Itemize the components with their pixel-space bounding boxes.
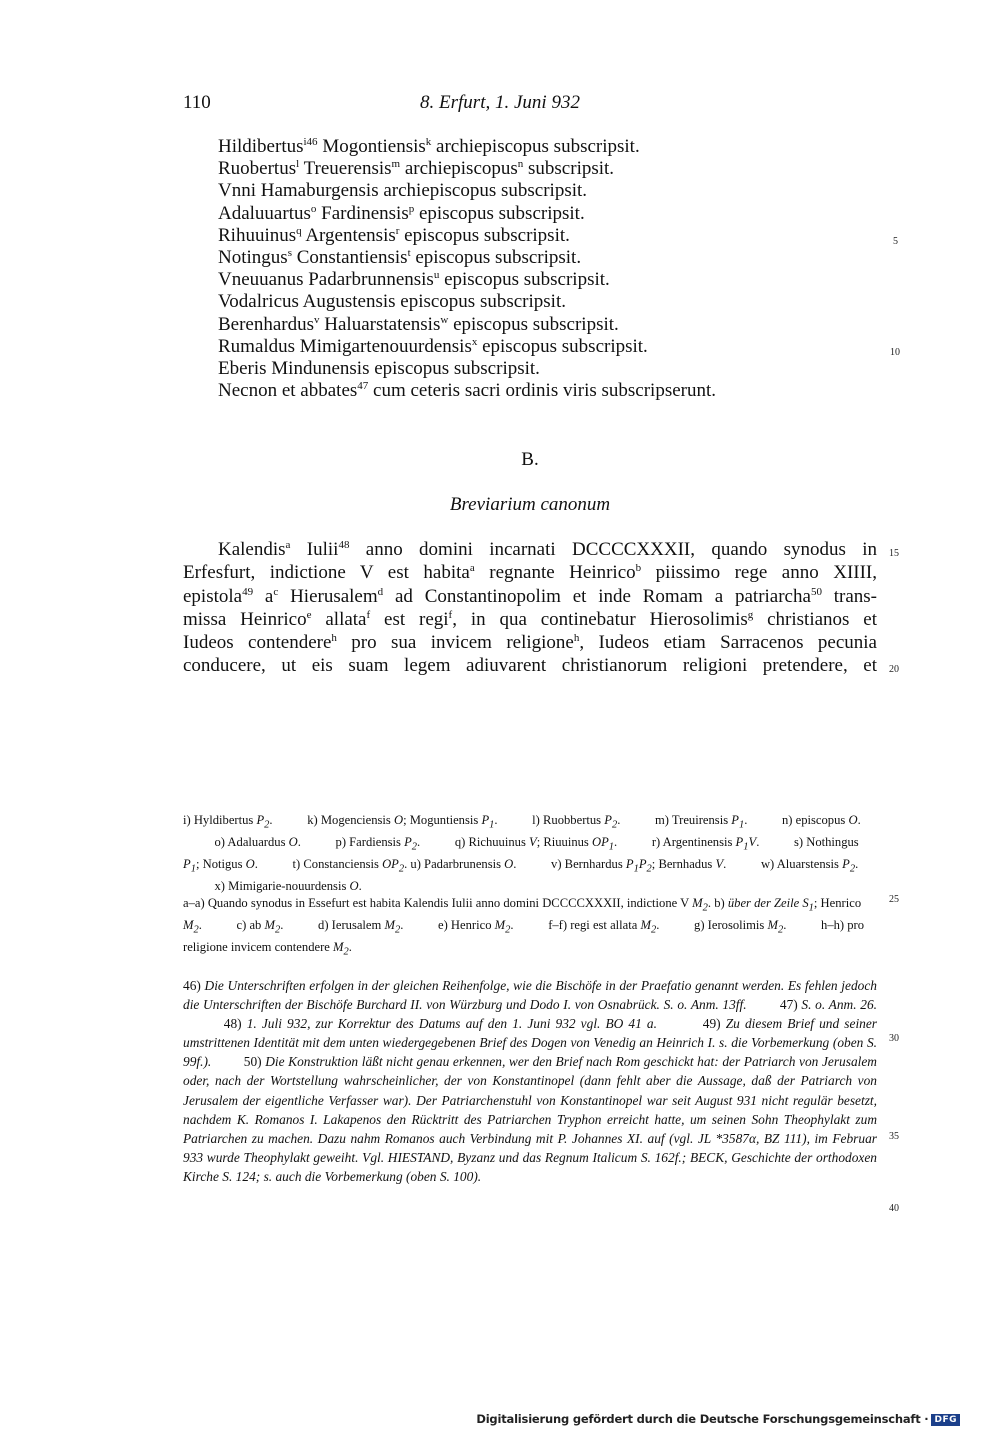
- line-number: 25: [889, 894, 899, 905]
- section-letter: B.: [521, 449, 539, 470]
- main-text: [183, 538, 877, 678]
- section-title: Breviarium canonum: [449, 494, 611, 515]
- line-number: 35: [889, 1131, 899, 1142]
- subscription-line: Rumaldus Mimigartenouurdensis$^x$ episcopus subscripsit.: [218, 335, 648, 357]
- subscription-line: Notingus$^s$ Constantiensis$^t$ episcopus subscripsit.: [218, 247, 582, 269]
- subscription-line: Necnon et abbates$^{47}$ cum ceteris sacri ordinis viris subscripserunt.: [218, 380, 717, 402]
- subscription-line: Hildibertus$^{i46}$ Mogontiensis$^k$ archiepiscopus subscripsit.: [218, 136, 640, 157]
- text-line: Iudeos contendere$^h$ pro sua invicem religione$^h$, Iudeos etiam Sarracenos pecunia: [183, 632, 877, 654]
- line-number: 30: [889, 1033, 899, 1044]
- historical-notes-text: 46) Die Unterschriften erfolgen in der gleichen Reihenfolge, wie die Bischöfe in der Praefatio genannt werden. Es fehlen jedoch die Unterschriften der Bischöfe Burchard II. von Würzburg und Dodo I. von Osnabrück. S. o. Anm. 13ff. 47) S. o. Anm. 26. 48) 1. Juli 932, zur Korrektur des Datums auf den 1. Juni 932 vgl. BO 41 a. 49) Zu diesem Brief und seiner umstrittenen Identität mit dem unten wiedergegebenen Brief des Dogen von Venedig an Heinrich I. s. die Vorbemerkung (oben S. 99f.). 50) Die Konstruktion läßt nicht genau erkennen, wer den Brief nach Rom geschickt hat: der Patriarch von Jerusalem oder, nach der Wortstellung wahrscheinlicher, der von Konstantinopel (dann fehlt aber die Aussage, daß der Patriarch von Jerusalem der eigentliche Verfasser war). Der Patriarchenstuhl von Konstantinopel war seit August 931 nicht regulär besetzt, nachdem K. Romanos I. Lakapenos den Rücktritt des Patriarchen Tryphon erreicht hatte, um seinen Sohn Theophylakt zum Patriarchen zu machen. Dazu nahm Romanos auch Verbindung mit P. Johannes XI. auf (vgl. JL *3587α, BZ 111), im Februar 933 wurde Theophylakt geweiht. Vgl. HIESTAND, Byzanz und das Regnum Italicum S. 162f.; BECK, Geschichte der orthodoxen Kirche S. 124; s. auch die Vorbemerkung (oben S. 100).: [183, 978, 878, 1184]
- text-line: Kalendis$^a$ Iulii$^{48}$ anno domini incarnati DCCCCXXXII, quando synodus in: [218, 539, 877, 560]
- text-line: Erfesfurt, indictione V est habita$^a$ regnante Heinrico$^b$ piissimo rege anno XIIII,: [183, 562, 877, 584]
- line-number: 40: [889, 1203, 899, 1214]
- dfg-logo: DFG: [931, 1414, 960, 1426]
- subscription-line: Vnni Hamaburgensis archiepiscopus subscripsit.: [218, 180, 588, 202]
- line-number: 10: [890, 347, 900, 358]
- text-line: conducere, ut eis suam legem adiuvarent christianorum religioni pretendere, et: [183, 655, 877, 677]
- running-title: 8. Erfurt, 1. Juni 932: [420, 92, 580, 113]
- subscription-line: Rihuuinus$^q$ Argentensis$^r$ episcopus subscripsit.: [218, 224, 570, 246]
- subscription-line: Adaluuartus$^o$ Fardinensis$^p$ episcopus subscripsit.: [218, 202, 585, 224]
- variant-notes-names: i) Hyldibertus $P_2$. k) Mogenciensis O; Moguntiensis $P_1$. l) Ruobbertus $P_2$. m) Treuirensis $P_1$. n) episcopus O. o) Adaluardus O. p) Fardiensis $P_2$. q) Richuuinus V; Riuuinus $OP_1$. r) Argentinensis $P_1V$. s) Nothingus $P_1$; Notigus O. t) Constanciensis $OP_2$. u) Padarbrunensis O. v) Bernhardus $P_1P_2$; Bernhadus V. w) Aluarstensis $P_2$. x) Mimigarie-nouurdensis O.: [183, 813, 861, 893]
- subscription-line: Ruobertus$^l$ Treuerensis$^m$ archiepiscopus$^n$ subscripsit.: [218, 158, 615, 180]
- line-number: 5: [893, 236, 898, 247]
- subscription-line: Vneuuanus Padarbrunnensis$^u$ episcopus subscripsit.: [218, 269, 610, 291]
- historical-notes: [183, 976, 877, 1186]
- text-line: epistola$^{49}$ $a^c$ Hierusalem$^d$ ad Constantinopolim et inde Romam a patriarcha$^{50}$ trans-: [183, 585, 878, 607]
- text-line: missa Heinrico$^e$ allata$^f$ est regi$^f$, in qua continebatur Hierosolimis$^g$ christianos et: [183, 608, 877, 630]
- footer-text: Digitalisierung gefördert durch die Deutsche Forschungsgemeinschaft: [476, 1412, 921, 1426]
- subscription-line: Eberis Mindunensis episcopus subscripsit.: [218, 358, 540, 380]
- digitization-footer: Digitalisierung gefördert durch die Deutsche Forschungsgemeinschaft · DFG: [476, 1412, 960, 1426]
- page-number: 110: [183, 92, 211, 113]
- subscription-line: Vodalricus Augustensis episcopus subscripsit.: [218, 291, 566, 313]
- line-number: 15: [889, 548, 899, 559]
- variant-notes-text: a–a) Quando synodus in Essefurt est habita Kalendis Iulii anno domini DCCCCXXXII, indictione V $M_2$. b) über der Zeile $S_1$; Henrico $M_2$. c) ab $M_2$. d) Ierusalem $M_2$. e) Henrico $M_2$. f–f) regi est allata $M_2$. g) Ierosolimis $M_2$. h–h) pro religione invicem contendere $M_2$.: [183, 896, 865, 958]
- subscription-list: [218, 136, 858, 402]
- line-number: 20: [889, 664, 899, 675]
- variant-notes: [183, 812, 877, 961]
- subscription-line: Berenhardus$^v$ Haluarstatensis$^w$ episcopus subscripsit.: [218, 313, 619, 335]
